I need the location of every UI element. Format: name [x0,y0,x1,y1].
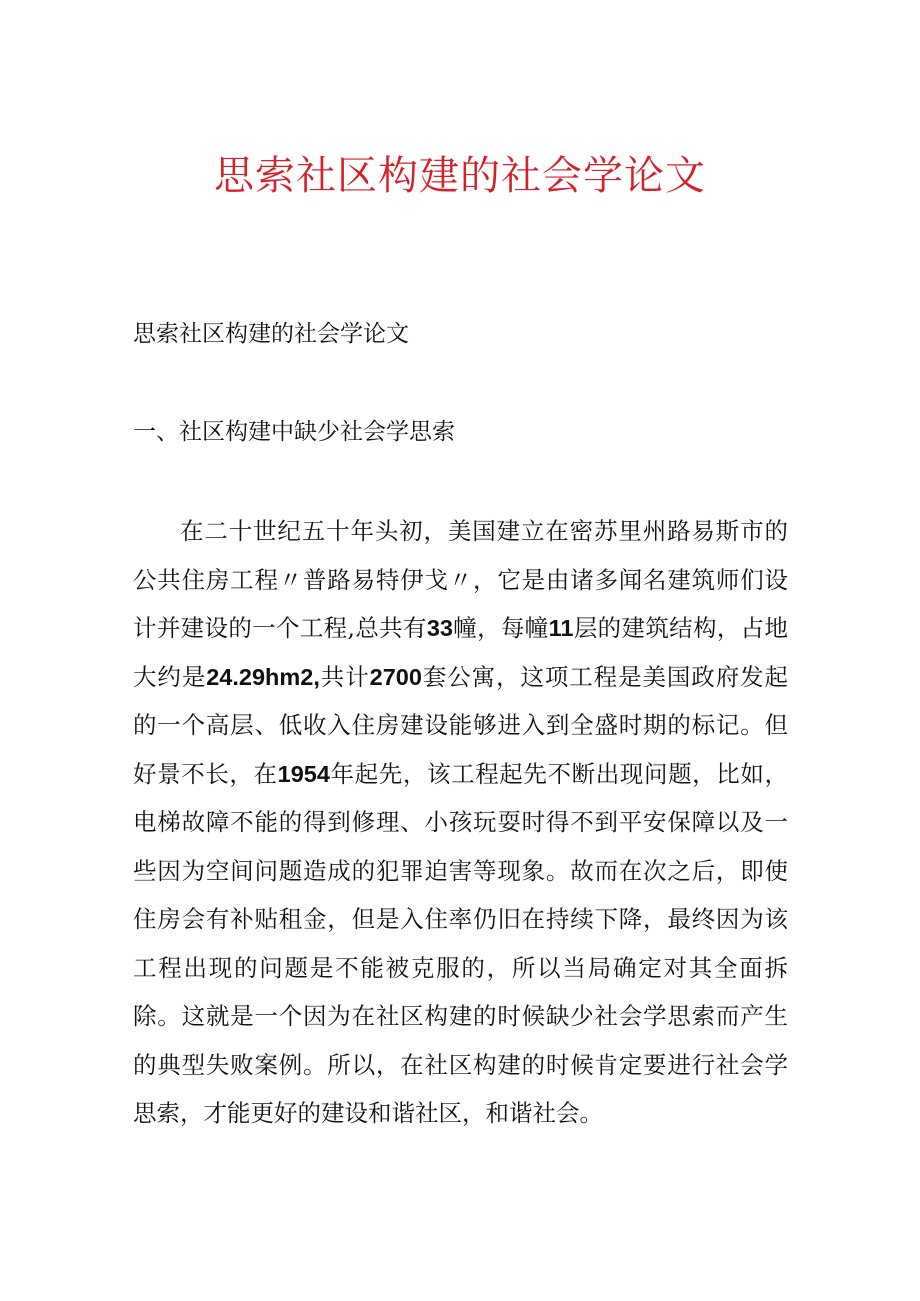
paragraph-text-3: 层的建筑结构，占地大约是 [133,614,789,691]
paragraph-text-6: 年起先，该工程起先不断出现问题，比如，电梯故障不能的得到修理、小孩玩耍时得不到平安保障以及一些因为空间问题造成的犯罪迫害等现象。故而在次之后，即使住房会有补贴租金，但是入住率仍旧在持续下降，最终因为该工程出现的问题是不能被克服的，所以当局确定对其全面拆除。这就是一个因为在社区构建的时候缺少社会学思索而产生的典型失败案例。所以，在社区构建的时候肯定要进行社会学思索，才能更好的建设和谐社区，和谐社会。 [133,759,789,1127]
paragraph-text-1: 在二十世纪五十年头初，美国建立在密苏里州路易斯市的公共住房工程〃普路易特伊戈〃，它是由诸多闻名建筑师们设计并建设的一个工程,总共有 [133,517,788,642]
paragraph-number-1: 33 [426,615,453,641]
section-heading: 一、社区构建中缺少社会学思索 [133,419,455,445]
paragraph-text-2: 幢，每幢 [452,614,549,642]
paragraph-text-4: 共计 [319,662,370,691]
document-subtitle: 思索社区构建的社会学论文 [133,321,409,347]
body-paragraph [133,507,788,1138]
document-title: 思索社区构建的社会学论文 [214,153,706,199]
paragraph-number-5: 1954 [277,760,330,787]
paragraph-number-4: 2700 [369,663,422,690]
paragraph-number-2: 11 [548,615,574,641]
paragraph-text-5: 套公寓，这项工程是美国政府发起的一个高层、低收入住房建设能够进入到全盛时期的标记。但好景不长，在 [133,662,789,788]
paragraph-number-3: 24.29hm2, [206,663,320,690]
